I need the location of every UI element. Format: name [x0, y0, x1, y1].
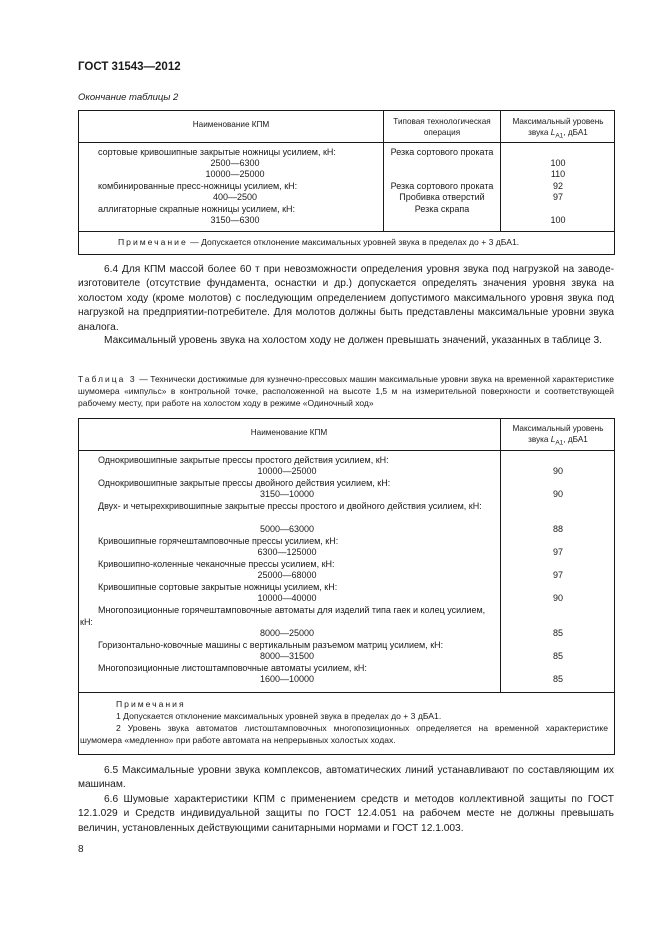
section-6-4-paragraph: 6.4 Для КПМ массой более 60 т при невозможности определения уровня звука под нагрузкой на заводе-изготовителе (отсутствие фундамента, оснастки и др.) допускается определять значения уровня звука на холостом ходу (кроме молотов) с последующим определением допустимого максимального уровня звука под нагрузкой на предприятии-потребителе. Для молотов должны быть представлены максимальные уровни звука аналога.: [78, 264, 614, 333]
table3-notes-label: Примечания: [116, 699, 186, 709]
table3-row-range: 6300—125000: [257, 547, 317, 557]
table3-level-unit: , дБА1: [563, 435, 588, 444]
table3-level-symbol: L: [550, 435, 556, 444]
table3-row-name: Многопозиционные горячештамповочные автоматы для изделий типа гаек и колец усилием, кН:: [80, 605, 486, 627]
table2-body-bottom: [78, 231, 615, 232]
table2-note: [118, 237, 519, 249]
table2-border-bottom: [78, 254, 615, 255]
section-6-5-paragraph: 6.5 Максимальные уровни звука комплексов, автоматических линий устанавливают по составляющим их машинам.: [78, 765, 614, 791]
table3-row-name: Кривошипные горячештамповочные прессы усилием, кН:: [98, 536, 339, 546]
table3-row-level: 90: [552, 593, 563, 603]
table3-col-level-header: [502, 423, 614, 449]
table3-note-1: 1 Допускается отклонение максимальных уровней звука в пределах до + 3 дБА1.: [116, 711, 442, 721]
table2-border-right: [614, 110, 615, 255]
table2-level-symbol: L: [550, 128, 556, 137]
section-6-4-paragraph-2: Максимальный уровень звука на холостом ходу не должен превышать значений, указанных в таблице 3.: [104, 335, 603, 346]
table3-row-range: 25000—68000: [257, 570, 317, 580]
table2-level: 100: [550, 215, 566, 225]
table2-col-level-label: Максимальный уровень звука: [512, 117, 604, 137]
table3-row-level: 97: [552, 547, 563, 557]
table3-border-right: [614, 418, 615, 755]
table2-name-line: 3150—6300: [210, 215, 260, 225]
table3-row-level: 85: [552, 651, 563, 661]
table3-note-2: 2 Уровень звука автоматов листоштамповочных многопозиционных определяется на временной характеристике шумомера «медленно» при работе автомата на непрерывных холостых ходах.: [80, 723, 608, 745]
table2-level: 97: [552, 192, 563, 202]
table3-level-sub: A1: [555, 439, 564, 447]
table3-border-bottom: [78, 754, 615, 755]
table2-name-line: 10000—25000: [205, 169, 265, 179]
table3-row-range: 3150—10000: [259, 489, 315, 499]
table2-name-line: 2500—6300: [210, 158, 260, 168]
table3-body-bottom: [78, 692, 615, 693]
table3-row-level: 90: [552, 489, 563, 499]
table2-note-text: — Допускается отклонение максимальных уровней звука в пределах до + 3 дБА1.: [187, 237, 520, 247]
table3-row-name: Двух- и четырехкривошипные закрытые прессы простого и двойного действия усилием, кН:: [98, 501, 482, 511]
table3-col-name-header: Наименование КПМ: [250, 428, 328, 437]
table2-name-line: комбинированные пресс-ножницы усилием, кН:: [98, 181, 298, 191]
table2-col-level-header: [502, 116, 614, 142]
table2-caption: Окончание таблицы 2: [78, 92, 179, 103]
table3-row-range: 1600—10000: [259, 674, 315, 684]
table3-row-level: 88: [552, 524, 563, 534]
table3-header-bottom: [78, 450, 615, 451]
table3-row-name: Однокривошипные закрытые прессы двойного действия усилием, кН:: [98, 478, 391, 488]
table3-row-name: Кривошипно-коленные чеканочные прессы усилием, кН:: [98, 559, 335, 569]
table3-border-left: [78, 418, 79, 755]
table3-row-range: 8000—31500: [259, 651, 315, 661]
table2-border-left: [78, 110, 79, 255]
table3-row-name: Горизонтально-ковочные машины с вертикальным разъемом матриц усилием, кН:: [98, 640, 444, 650]
table3-row-name: Однокривошипные закрытые прессы простого действия усилием, кН:: [98, 455, 389, 465]
table3-row-level: 85: [552, 628, 563, 638]
table2-operation: Резка сортового проката: [390, 147, 494, 157]
table3-title: [78, 374, 614, 409]
table2-col-name-header: Наименование КПМ: [192, 120, 270, 129]
table2-level-unit: , дБА1: [563, 128, 588, 137]
table3-border-top: [78, 418, 615, 419]
table3-row-name: Кривошипные сортовые закрытые ножницы усилием, кН:: [98, 582, 338, 592]
table2-operation: Пробивка отверстий: [399, 192, 485, 202]
table2-col-operation-header: Типовая технологическая операция: [393, 117, 491, 137]
table2-operation: Резка скрапа: [414, 204, 470, 214]
table2-level: 100: [550, 158, 566, 168]
table3-row-name: Многопозиционные листоштамповочные автоматы усилием, кН:: [98, 663, 367, 673]
table3-label: Таблица 3: [78, 374, 137, 384]
table2-name-line: аллигаторные скрапные ножницы усилием, кН:: [98, 204, 296, 214]
table3-col-divider: [500, 418, 501, 693]
table3-col-level-label: Максимальный уровень звука: [512, 424, 604, 444]
table3-row-range: 10000—25000: [257, 466, 317, 476]
page-number: 8: [78, 844, 84, 855]
section-6-6-paragraph: 6.6 Шумовые характеристики КПМ с применением средств и методов коллективной защиты по ГОСТ 12.1.029 и Средств индивидуальной защиты по ГОСТ 12.4.051 на рабочем месте не должны превышать величин, установленных действующими санитарными нормами и ГОСТ 12.1.003.: [78, 794, 614, 834]
table3-row-range: 10000—40000: [257, 593, 317, 603]
table3-row-level: 97: [552, 570, 563, 580]
table3-row-level: 90: [552, 466, 563, 476]
table2-header-bottom: [78, 142, 615, 143]
table3-title-text: — Технически достижимые для кузнечно-прессовых машин максимальные уровни звука на временной характеристике шумомера «импульс» в контрольной точке, расположенной на высоте 1,5 м на измерительной поверхности и соответствующей рабочему месту, при работе на холостом ходу в режиме «Одиночный ход»: [78, 374, 614, 408]
document-header: ГОСТ 31543—2012: [78, 61, 181, 73]
table2-name-line: 400—2500: [212, 192, 258, 202]
table3-row-level: 85: [552, 674, 563, 684]
table3-row-range: 8000—25000: [259, 628, 315, 638]
table2-level: 92: [552, 181, 563, 191]
table2-level: 110: [550, 169, 566, 179]
table3-row-range: 5000—63000: [259, 524, 315, 534]
table2-col-divider-2: [500, 110, 501, 232]
table2-level-sub: A1: [555, 132, 564, 140]
table2-col-divider-1: [383, 110, 384, 232]
table2-operation: Резка сортового проката: [390, 181, 494, 191]
table2-note-label: Примечание: [118, 237, 188, 247]
table2-name-line: сортовые кривошипные закрытые ножницы усилием, кН:: [98, 147, 336, 157]
table2-border-top: [78, 110, 615, 111]
